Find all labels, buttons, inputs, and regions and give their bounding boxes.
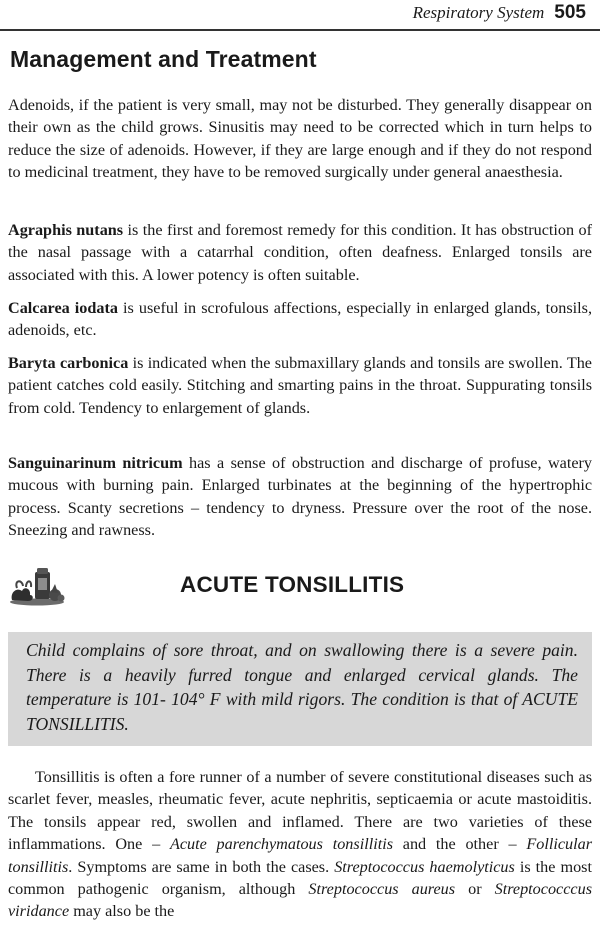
intro-paragraph: Adenoids, if the patient is very small, may not be disturbed. They generally disappear on their own as the child grows. Sinusitis may need to be corrected which in turn helps to reduce the size of adenoids. However, if they are large enough and if they do not respond to medicinal treatment, they have to be removed surgically under general anaesthesia. bbox=[8, 96, 592, 182]
text-run: . Symptoms are same in both the cases. bbox=[68, 857, 335, 876]
emphasis-term: Streptococccus viridance bbox=[8, 880, 592, 921]
remedy-description: has a sense of obstruction and discharge of profuse, watery mucous with burning pain. Enlarged turbinates at the beginning of the hypertrophic process. Scanty secretions – tendency to dryness. Pressure over the root of the nose. Sneezing and rawness. bbox=[8, 454, 592, 540]
running-title: Respiratory System bbox=[412, 3, 545, 22]
remedy-description: is the first and foremost remedy for this condition. It has obstruction of the nasal passage with a catarrhal condition, often deafness. Enlarged tonsils are associated with this. A lower potency is often suitable. bbox=[8, 221, 592, 284]
remedy-description: is indicated when the submaxillary glands and tonsils are swollen. The patient catches cold easily. Stitching and smarting pains in the throat. Suppurating tonsils from cold. Tendency to enlargement of glands. bbox=[8, 354, 592, 417]
running-header bbox=[413, 2, 586, 26]
header-rule bbox=[0, 29, 600, 31]
section-title: Management and Treatment bbox=[10, 46, 317, 72]
remedy-paragraph bbox=[8, 452, 592, 542]
tonsils-illustration-icon bbox=[8, 566, 66, 606]
case-summary-box bbox=[8, 632, 592, 746]
page-number: 505 bbox=[554, 2, 586, 23]
text-run: or bbox=[455, 880, 495, 899]
case-summary-text: Child complains of sore throat, and on swallowing there is a severe pain. There is a heavily furred tongue and enlarged cervical glands. The temperature is 101- 104° F with mild rigors. The condition is that of ACUTE TONSILLITIS. bbox=[26, 640, 578, 734]
remedy-paragraph bbox=[8, 219, 592, 286]
emphasis-term: Streptococcus haemolyticus bbox=[334, 857, 515, 876]
text-run: may also be the bbox=[69, 902, 175, 921]
emphasis-term: Acute parenchymatous tonsillitis bbox=[169, 835, 393, 854]
remedy-description: is useful in scrofulous affections, especially in enlarged glands, tonsils, adenoids, etc. bbox=[8, 299, 592, 340]
emphasis-term: Follicular tonsillitis bbox=[8, 835, 593, 876]
topic-heading: ACUTE TONSILLITIS bbox=[180, 572, 405, 597]
tonsillitis-paragraph bbox=[8, 766, 592, 923]
remedy-name: Baryta carbonica bbox=[8, 354, 129, 372]
emphasis-term: Streptococcus aureus bbox=[308, 880, 456, 899]
remedy-paragraph bbox=[8, 297, 592, 342]
remedy-paragraph bbox=[8, 352, 592, 419]
remedy-name: Sanguinarinum nitricum bbox=[8, 454, 183, 472]
text-run: Tonsillitis is often a fore runner of a number of severe constitutional diseases such as scarlet fever, measles, rheumatic fever, acute nephritis, septicaemia or acute mastoiditis. The tonsils appear red, swollen and inflamed. There are two varieties of these inflammations. One – bbox=[8, 768, 592, 854]
text-run: and the other – bbox=[393, 835, 527, 854]
text-run: is the most common pathogenic organism, although bbox=[8, 857, 592, 899]
remedy-name: Agraphis nutans bbox=[8, 221, 124, 239]
remedy-name: Calcarea iodata bbox=[8, 299, 118, 317]
